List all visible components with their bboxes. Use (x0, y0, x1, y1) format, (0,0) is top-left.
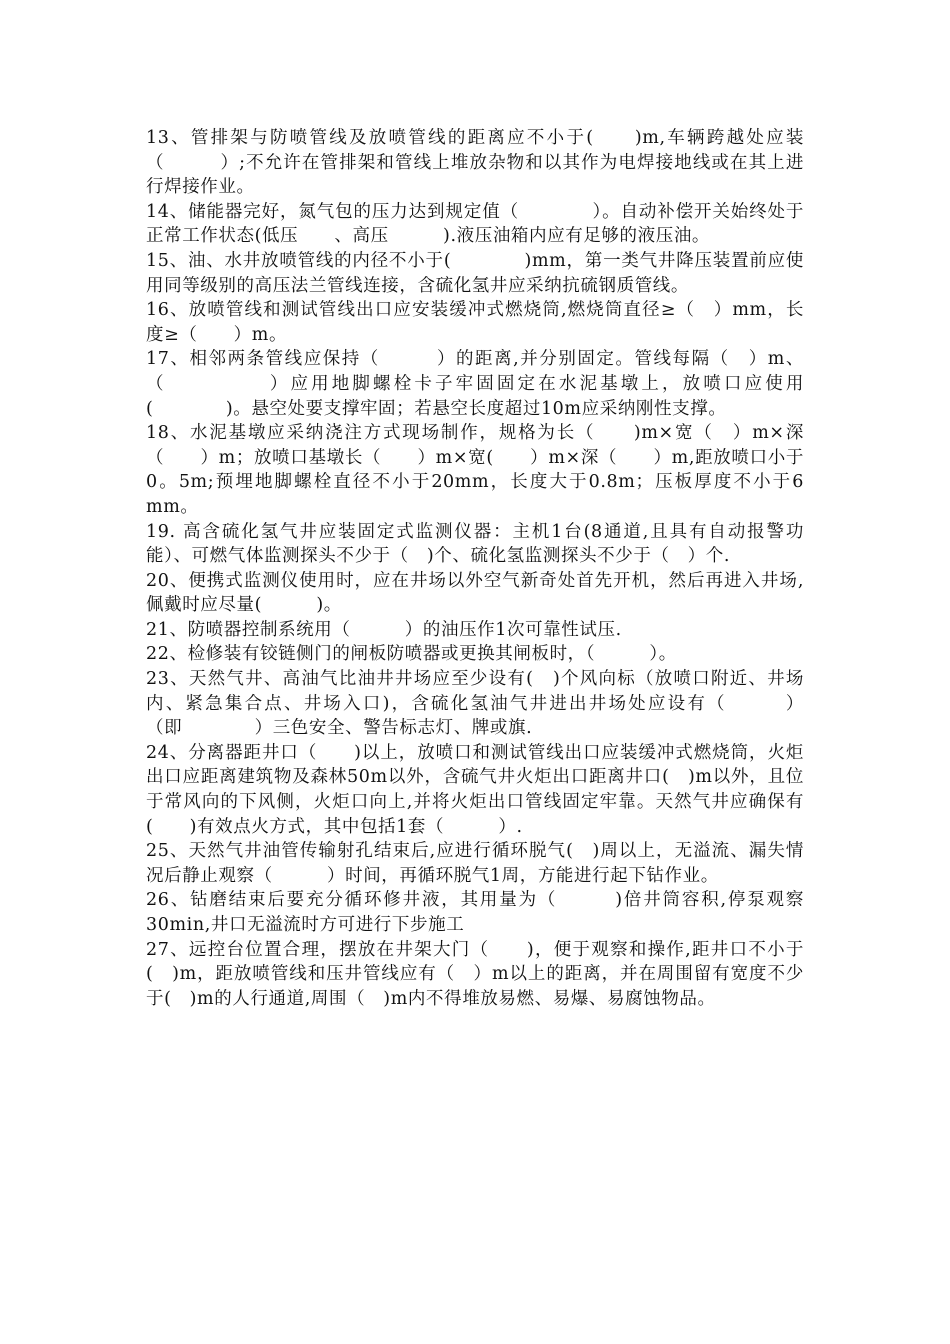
question-15: 15、油、水井放喷管线的内径不小于( )mm，第一类气井降压装置前应使用同等级别的高压法兰管线连接，含硫化氢井应采纳抗硫钢质管线。 (146, 250, 804, 296)
question-20: 20、便携式监测仪使用时，应在井场以外空气新奇处首先开机，然后再进入井场,佩戴时应尽量( )。 (146, 570, 804, 616)
question-14: 14、储能器完好，氮气包的压力达到规定值（ ）。自动补偿开关始终处于正常工作状态(低压 、高压 ).液压油箱内应有足够的液压油。 (146, 201, 804, 247)
question-18: 18、水泥基墩应采纳浇注方式现场制作，规格为长（ )m×宽（ ）m×深（ ）m；放喷口基墩长（ ）m×宽( ）m×深（ ）m,距放喷口小于0。5m;预埋地脚螺栓直径不小于20mm，长度大于0.8m；压板厚度不小于6 mm。 (146, 423, 804, 517)
question-25: 25、天然气井油管传输射孔结束后,应进行循环脱气( )周以上，无溢流、漏失情况后静止观察（ ）时间，再循环脱气1周，方能进行起下钻作业。 (146, 841, 804, 886)
question-17: 17、相邻两条管线应保持（ ）的距离,并分别固定。管线每隔（ ）m、（ ）应用地脚螺栓卡子牢固固定在水泥基墩上，放喷口应使用( )。悬空处要支撑牢固；若悬空长度超过10m应采纳刚性支撑。 (146, 349, 804, 419)
question-26: 26、钻磨结束后要充分循环修井液，其用量为（ )倍井筒容积,停泵观察30min,井口无溢流时方可进行下步施工 (146, 890, 804, 935)
question-22: 22、检修装有铰链侧门的闸板防喷器或更换其闸板时，（ ）。 (146, 644, 677, 665)
question-16: 16、放喷管线和测试管线出口应安装缓冲式燃烧筒,燃烧筒直径≥（ ）mm，长度≥（ ）m。 (146, 300, 804, 345)
question-21: 21、防喷器控制系统用（ ）的油压作1次可靠性试压. (146, 619, 622, 640)
question-23: 23、天然气井、高油气比油井井场应至少设有( )个风向标（放喷口附近、井场内、紧急集合点、井场入口)，含硫化氢油气井进出井场处应设有（ ）（即 ）三色安全、警告标志灯、牌或旗. (146, 669, 804, 739)
question-24: 24、分离器距井口（ )以上，放喷口和测试管线出口应装缓冲式燃烧筒，火炬出口应距离建筑物及森林50m以外，含硫气井火炬出口距离井口( )m以外，且位于常风向的下风侧，火炬口向上,并将火炬出口管线固定牢靠。天然气井应确保有( )有效点火方式，其中包括1套（ ）. (146, 742, 804, 837)
question-19: 19. 高含硫化氢气井应装固定式监测仪器：主机1台(8通道,且具有自动报警功能）、可燃气体监测探头不少于（ )个、硫化氢监测探头不少于（ ）个. (146, 521, 804, 567)
question-13: 13、管排架与防喷管线及放喷管线的距离应不小于( )m,车辆跨越处应装（ ）;不允许在管排架和管线上堆放杂物和以其作为电焊接地线或在其上进行焊接作业。 (146, 128, 804, 198)
question-27: 27、远控台位置合理，摆放在井架大门（ )，便于观察和操作,距井口不小于( )m，距放喷管线和压井管线应有（ ）m以上的距离，并在周围留有宽度不少于( )m的人行通道,周围（ )m内不得堆放易燃、易爆、易腐蚀物品。 (146, 939, 804, 1009)
document-body (146, 126, 804, 1011)
